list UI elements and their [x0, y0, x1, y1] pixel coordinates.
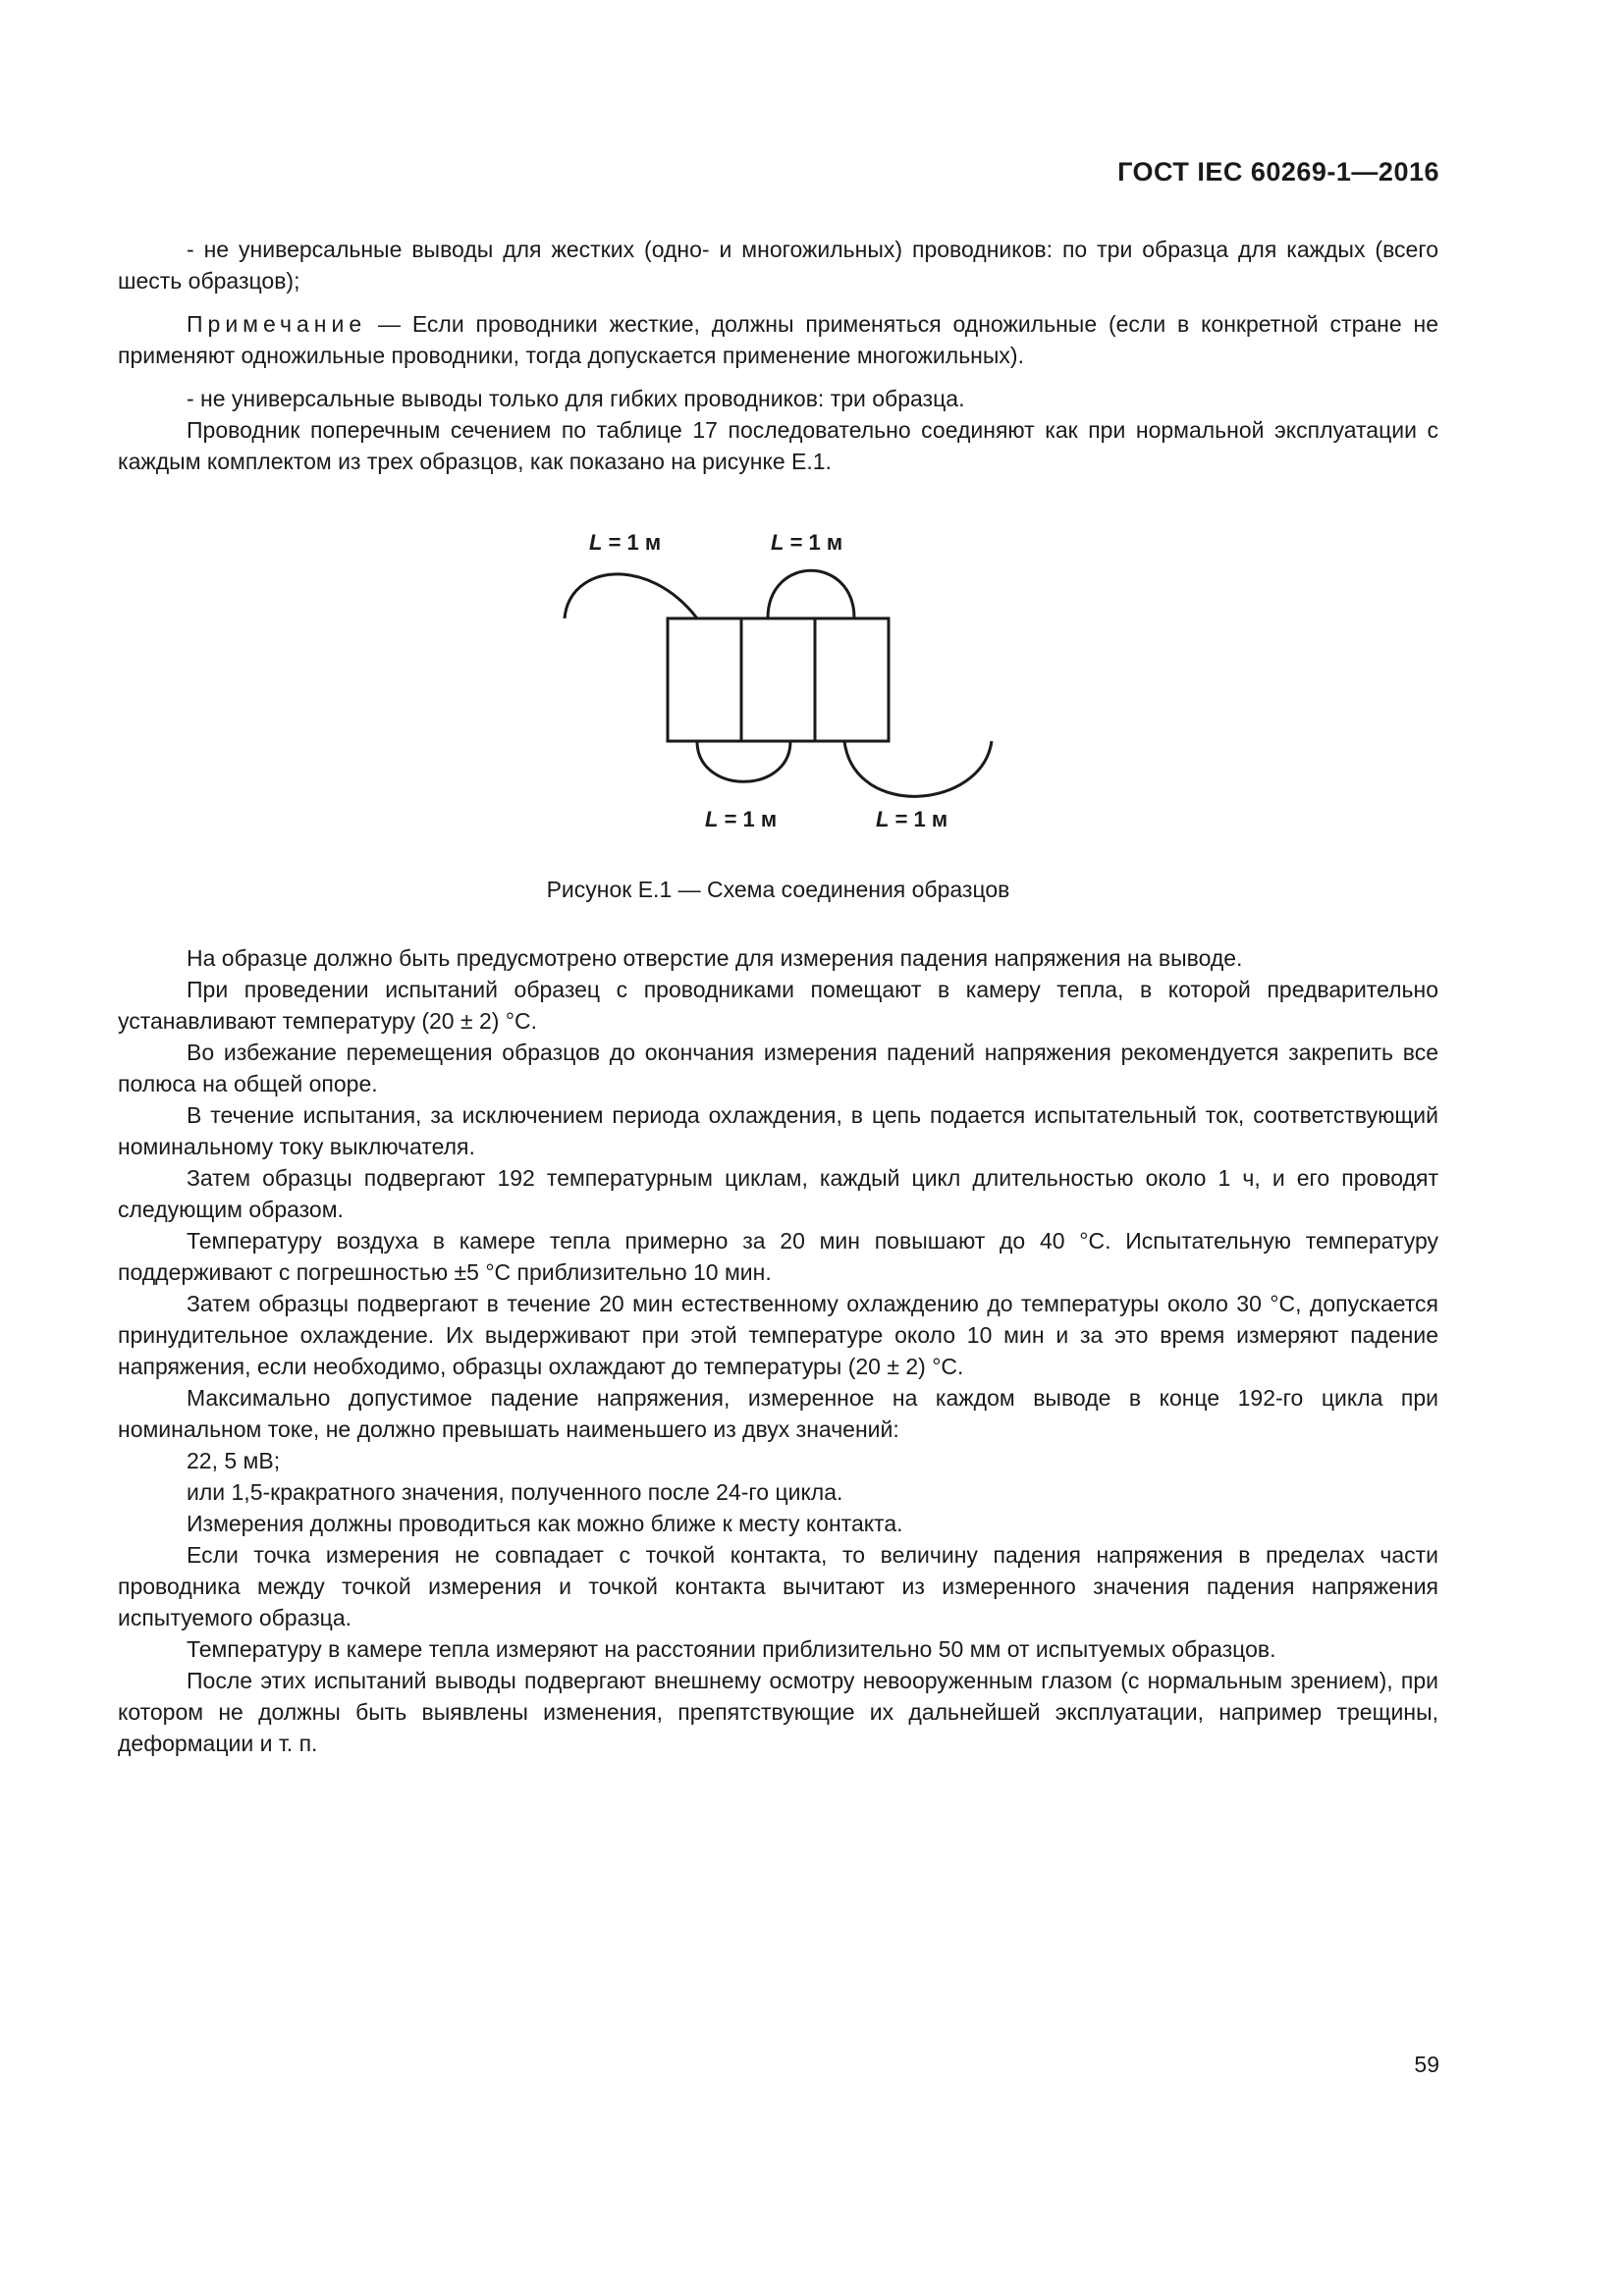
- document-code-header: ГОСТ IEC 60269-1—2016: [1117, 157, 1439, 187]
- body-paragraph: или 1,5-кракратного значения, полученного после 24-го цикла.: [187, 1479, 843, 1505]
- note-text: — Если проводники жесткие, должны применяться одножильные (если в конкретной стране не применяют одножильные проводники, тогда допускается применение многожильных).: [118, 311, 1438, 368]
- label-bottom-right: L = 1 м: [876, 807, 948, 831]
- figure-caption: Рисунок Е.1 — Схема соединения образцов: [546, 877, 1010, 902]
- connection-diagram: [550, 515, 1011, 849]
- page-number: 59: [1414, 2052, 1439, 2077]
- body-paragraph: Во избежание перемещения образцов до окончания измерения падений напряжения рекомендуется закрепить все полюса на общей опоре.: [118, 1040, 1438, 1096]
- body-paragraph: После этих испытаний выводы подвергают внешнему осмотру невооруженным глазом (с нормальным зрением), при котором не должны быть выявлены изменения, препятствующие их дальнейшей эксплуатации, например трещины, деформации и т. п.: [118, 1668, 1438, 1756]
- body-paragraph: 22, 5 мВ;: [187, 1448, 281, 1473]
- top-text-block: [118, 234, 1438, 477]
- figure-e1-connection-scheme: [550, 515, 1011, 849]
- conductor-bottom-right: [844, 741, 992, 796]
- body-paragraph: Затем образцы подвергают 192 температурным циклам, каждый цикл длительностью около 1 ч, и его проводят следующим образом.: [118, 1165, 1438, 1222]
- body-paragraph: Температуру воздуха в камере тепла примерно за 20 мин повышают до 40 °С. Испытательную температуру поддерживают с погрешностью ±5 °С приблизительно 10 мин.: [118, 1228, 1438, 1285]
- note-paragraph: [118, 308, 1438, 371]
- label-bottom-left: L = 1 м: [705, 807, 778, 831]
- note-label: Примечание: [187, 311, 367, 337]
- body-paragraph: В течение испытания, за исключением периода охлаждения, в цепь подается испытательный ток, соответствующий номинальному току выключателя.: [118, 1102, 1438, 1159]
- body-paragraph: При проведении испытаний образец с проводниками помещают в камеру тепла, в которой предварительно устанавливают температуру (20 ± 2) °С.: [118, 977, 1438, 1034]
- body-paragraph: Измерения должны проводиться как можно ближе к месту контакта.: [187, 1511, 903, 1536]
- conductor-top-loop: [768, 570, 854, 618]
- sample-box-1: [668, 618, 741, 741]
- body-paragraph: На образце должно быть предусмотрено отверстие для измерения падения напряжения на выводе.: [187, 945, 1243, 971]
- sample-box-3: [815, 618, 889, 741]
- label-top-right: L = 1 м: [771, 530, 843, 555]
- body-paragraph: Температуру в камере тепла измеряют на расстоянии приблизительно 50 мм от испытуемых образцов.: [187, 1636, 1276, 1662]
- body-paragraph: Если точка измерения не совпадает с точкой контакта, то величину падения напряжения в пределах части проводника между точкой измерения и точкой контакта вычитают из измеренного значения падения напряжения испытуемого образца.: [118, 1542, 1438, 1630]
- paragraph-non-universal-rigid: - не универсальные выводы для жестких (одно- и многожильных) проводников: по три образца для каждых (всего шесть образцов);: [118, 237, 1438, 294]
- paragraph-non-universal-flexible: - не универсальные выводы только для гибких проводников: три образца.: [187, 386, 965, 411]
- sample-box-2: [741, 618, 815, 741]
- body-text-block: [118, 942, 1438, 1759]
- conductor-bottom-loop: [697, 741, 790, 781]
- body-paragraph: Затем образцы подвергают в течение 20 мин естественному охлаждению до температуры около 30 °С, допускается принудительное охлаждение. Их выдерживают при этой температуре около 10 мин и за это время измеряют падение напряжения, если необходимо, образцы охлаждают до температуры (20 ± 2) °С.: [118, 1291, 1438, 1379]
- conductor-top-left: [565, 574, 697, 618]
- paragraph-conductor-connection: Проводник поперечным сечением по таблице 17 последовательно соединяют как при нормальной эксплуатации с каждым комплектом из трех образцов, как показано на рисунке Е.1.: [118, 417, 1438, 474]
- body-paragraph: Максимально допустимое падение напряжения, измеренное на каждом выводе в конце 192-го цикла при номинальном токе, не должно превышать наименьшего из двух значений:: [118, 1385, 1438, 1442]
- label-top-left: L = 1 м: [589, 530, 662, 555]
